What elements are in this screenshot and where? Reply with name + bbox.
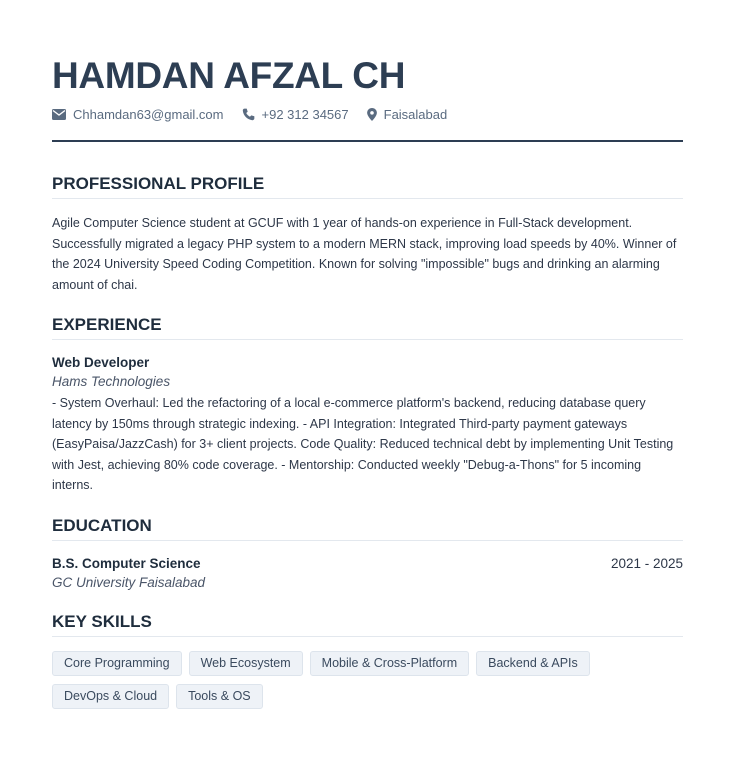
degree-name: B.S. Computer Science <box>52 555 201 571</box>
email-text: Chhamdan63@gmail.com <box>73 106 224 122</box>
education-dates: 2021 - 2025 <box>610 555 683 571</box>
section-title-skills: KEY SKILLS <box>52 612 683 637</box>
section-title-experience: EXPERIENCE <box>52 315 683 340</box>
candidate-name: HAMDAN AFZAL CH <box>52 55 406 96</box>
skill-tag: Tools & OS <box>176 684 263 709</box>
section-title-profile: PROFESSIONAL PROFILE <box>52 174 683 199</box>
job-company: Hams Technologies <box>52 374 171 389</box>
map-pin-icon <box>367 108 377 121</box>
contact-email[interactable] <box>52 107 224 122</box>
school-name: GC University Faisalabad <box>52 574 206 590</box>
skills-list <box>52 651 612 717</box>
skill-tag: Core Programming <box>52 651 182 676</box>
profile-summary: Agile Computer Science student at GCUF with 1 year of hands-on experience in Full-Stack development. Successfully migrated a legacy PHP system to a modern MERN stack, improving load speeds by 40%. Winner of the 2024 University Speed Coding Competition. Known for solving "impossible" bugs and drinking an alarming amount of chai. <box>52 216 677 292</box>
job-role: Web Developer <box>52 355 150 370</box>
experience-section <box>52 315 683 496</box>
location-text: Faisalabad <box>383 106 448 122</box>
skills-section <box>52 612 683 717</box>
header-divider <box>52 140 683 142</box>
skill-tag: DevOps & Cloud <box>52 684 169 709</box>
contact-location <box>367 107 448 122</box>
phone-text: +92 312 34567 <box>261 106 349 122</box>
contact-bar <box>52 105 683 123</box>
skill-tag: Mobile & Cross-Platform <box>310 651 469 676</box>
envelope-icon <box>52 109 66 120</box>
skill-tag: Backend & APIs <box>476 651 590 676</box>
education-section <box>52 516 683 592</box>
profile-section <box>52 174 683 295</box>
phone-icon <box>242 108 255 121</box>
skill-tag: Web Ecosystem <box>189 651 303 676</box>
education-row <box>52 555 683 573</box>
job-description: - System Overhaul: Led the refactoring of a local e-commerce platform's backend, reducing database query latency by 150ms through strategic indexing. - API Integration: Integrated Third-party payment gateways (EasyPaisa/JazzCash) for 3+ client projects. Code Quality: Reduced technical debt by implementing Unit Testing with Jest, achieving 80% code coverage. - Mentorship: Conducted weekly "Debug-a-Thons" for 5 incoming interns. <box>52 396 674 492</box>
section-title-education: EDUCATION <box>52 516 683 541</box>
contact-phone[interactable] <box>242 107 349 122</box>
education-entry <box>52 555 683 592</box>
job-entry <box>52 354 683 496</box>
